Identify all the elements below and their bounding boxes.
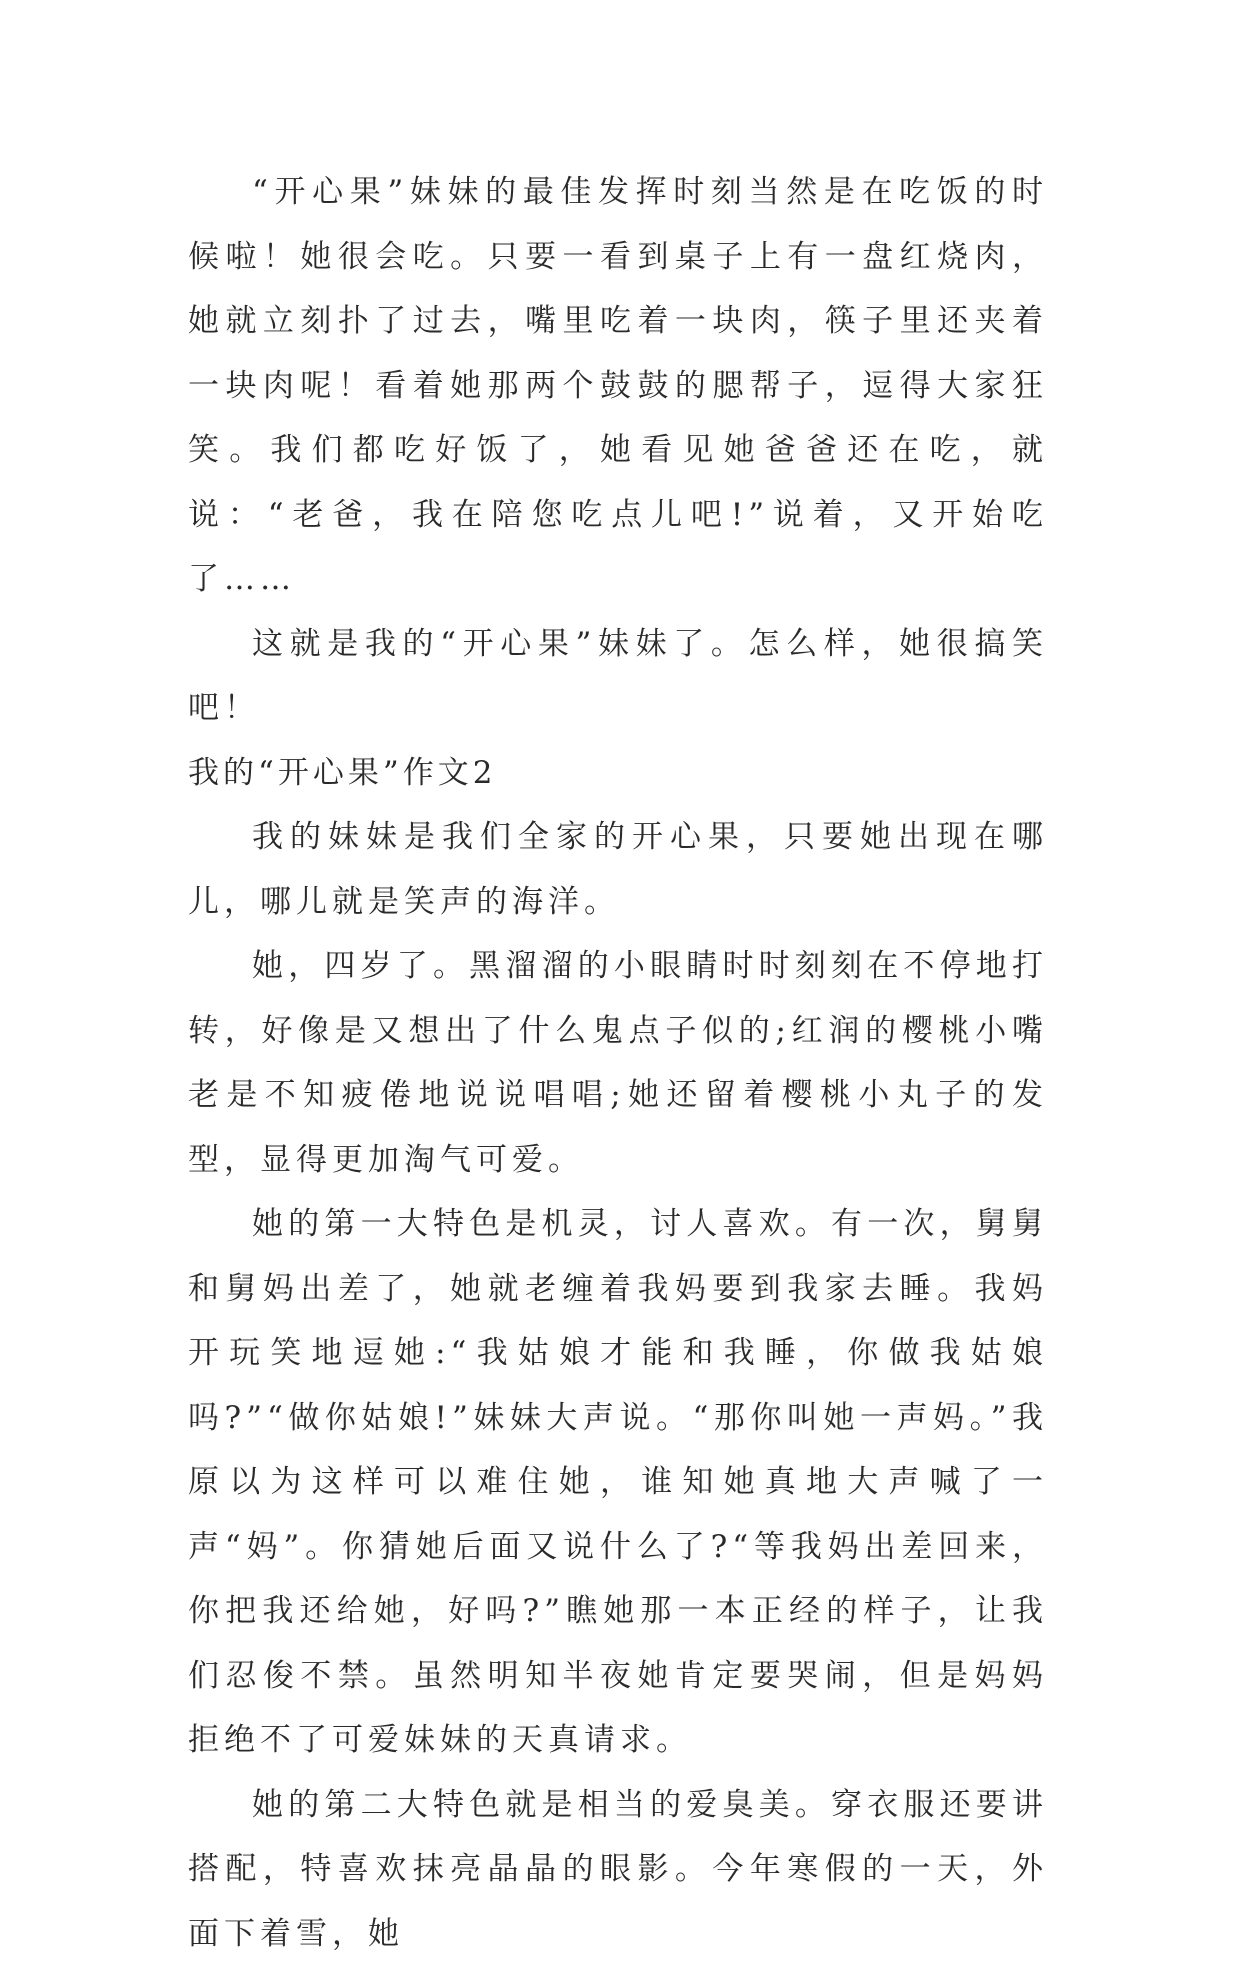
paragraph-trait-vanity: 她的第二大特色就是相当的爱臭美。穿衣服还要讲搭配，特喜欢抹亮晶晶的眼影。今年寒假的一天，外面下着雪，她 [188, 1773, 1048, 1966]
paragraph-trait-clever: 她的第一大特色是机灵，讨人喜欢。有一次，舅舅和舅妈出差了，她就老缠着我妈要到我家去睡。我妈开玩笑地逗她:“我姑娘才能和我睡，你做我姑娘吗?”“做你姑娘!”妹妹大声说。“那你叫她一声妈。”我原以为这样可以难住她，谁知她真地大声喊了一声“妈”。你猜她后面又说什么了?“等我妈出差回来，你把我还给她，好吗?”瞧她那一本正经的样子，让我们忍俊不禁。虽然明知半夜她肯定要哭闹，但是妈妈拒绝不了可爱妹妹的天真请求。 [188, 1192, 1048, 1773]
paragraph-appearance: 她，四岁了。黑溜溜的小眼睛时时刻刻在不停地打转，好像是又想出了什么鬼点子似的;红润的樱桃小嘴老是不知疲倦地说说唱唱;她还留着樱桃小丸子的发型，显得更加淘气可爱。 [188, 934, 1048, 1192]
paragraph-conclusion: 这就是我的“开心果”妹妹了。怎么样，她很搞笑吧！ [188, 612, 1048, 741]
essay-heading: 我的“开心果”作文2 [188, 741, 1048, 806]
paragraph-intro: 我的妹妹是我们全家的开心果，只要她出现在哪儿，哪儿就是笑声的海洋。 [188, 805, 1048, 934]
paragraph-dinner: “开心果”妹妹的最佳发挥时刻当然是在吃饭的时候啦！她很会吃。只要一看到桌子上有一盘红烧肉，她就立刻扑了过去，嘴里吃着一块肉，筷子里还夹着一块肉呢！看着她那两个鼓鼓的腮帮子，逗得大家狂笑。我们都吃好饭了，她看见她爸爸还在吃，就说：“老爸，我在陪您吃点儿吧!”说着，又开始吃了…… [188, 160, 1048, 612]
document-body [188, 160, 1048, 1966]
